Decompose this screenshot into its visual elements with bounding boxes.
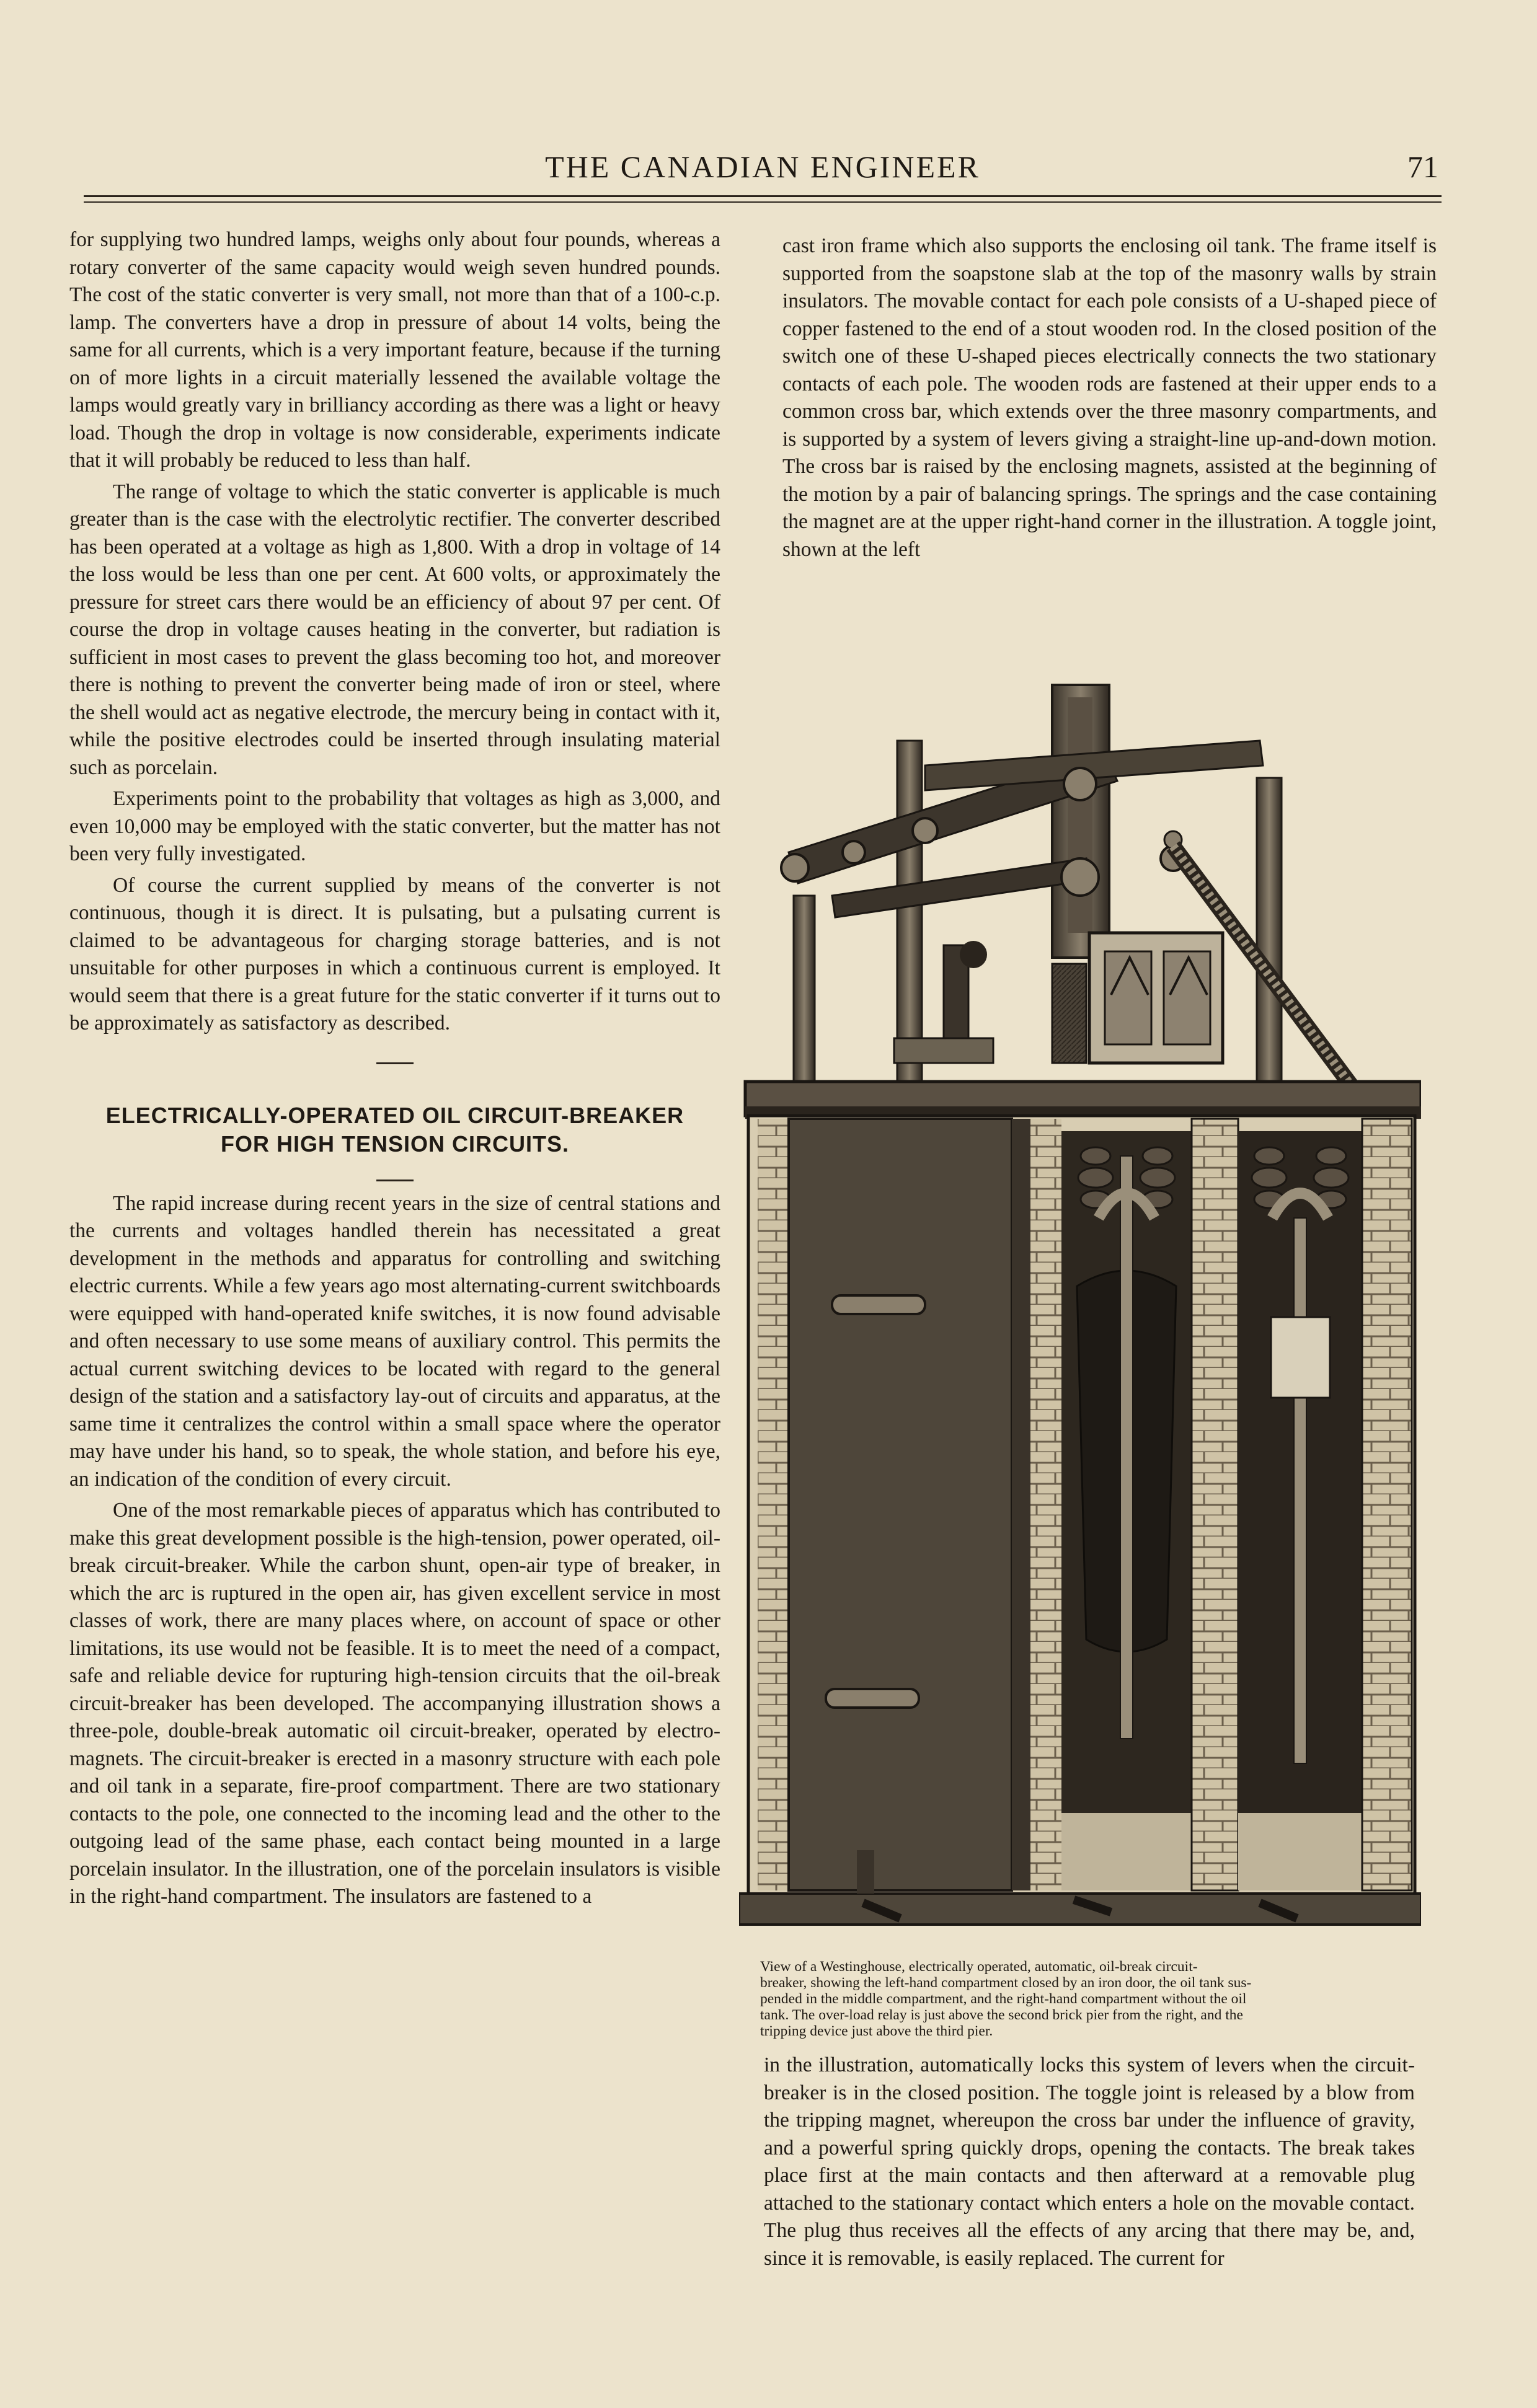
caption-line: tank. The over-load relay is just above the second brick pier from the right, and the	[760, 2007, 1243, 2023]
caption-line: pended in the middle compartment, and the right-hand compartment without the oil	[760, 1991, 1247, 2007]
left-column	[69, 226, 720, 1911]
door-handle	[826, 1689, 919, 1708]
paragraph: The range of voltage to which the static converter is applicable is much greater than is the case with the electrolytic rectifier. The converter described has been operated at a voltage as high as 1,800. With a drop in voltage of 14 the loss would be less than one per cent. At 600 volts, or approximately the pressure for street cars there would be an efficiency of about 97 per cent. Of course the drop in voltage causes heating in the converter, but radiation is sufficient in most cases to prevent the glass becoming too hot, and moreover there is nothing to prevent the converter being made of iron or steel, where the shell would act as negative electrode, the mercury being in contact with it, while the positive electrodes could be inserted through insulating material such as porcelain.	[69, 480, 720, 779]
section-separator-rule	[376, 1062, 414, 1064]
header-rule	[84, 195, 1442, 197]
paragraph: in the illustration, automatically locks this system of levers when the circuit-breaker is in the closed position. The toggle joint is released by a blow from the tripping magnet, whereupon the cross bar under the influence of gravity, and a powerful spring quickly drops, opening the contacts. The break takes place first at the main contacts and then afterward at a removable plug attached to the stationary contact which enters a hole on the movable contact. The plug thus receives all the effects of any arcing that there may be, and, since it is removable, is easily replaced. The current for	[764, 2053, 1415, 2270]
article-heading-line: FOR HIGH TENSION CIRCUITS.	[220, 1131, 569, 1157]
page-number: 71	[1407, 149, 1438, 184]
paragraph: for supplying two hundred lamps, weighs only about four pounds, whereas a rotary converter of the same capacity would weigh seven hundred pounds. The cost of the static converter is very small, not more than that of a 100-c.p. lamp. The converters have a drop in pressure of about 14 volts, being the same for all currents, which is a very important feature, because if the turning on of more lights in a circuit materially lessened the available voltage the lamps would greatly vary in brilliancy according as there was a light or heavy load. Though the drop in voltage is now considerable, experiments indicate that it will probably be reduced to less than half.	[69, 228, 720, 472]
door-handle	[832, 1295, 925, 1314]
paragraph: The rapid increase during recent years in the size of central stations and the currents and voltages handled therein has necessitated a great development in the methods and apparatus for controlling and switching electric currents. While a few years ago most alternating-current switchboards were equipped with hand-operated knife switches, it is now found advisable and often necessary to use some means of auxiliary control. This permits the actual current switching devices to be located with regard to the general design of the station and a satisfactory lay-out of circuits and apparatus, at the same time it centralizes the control within a small space where the operator may have under his hand, so to speak, the whole station, and before his eye, an indication of the condition of every circuit.	[69, 1191, 720, 1491]
caption-line: breaker, showing the left-hand compartment closed by an iron door, the oil tank sus-	[760, 1975, 1252, 1991]
paragraph: One of the most remarkable pieces of apparatus which has contributed to make this great development possible is the high-tension, power operated, oil-break circuit-breaker. While the carbon shunt, open-air type of breaker, in which the arc is ruptured in the open air, has given excellent service in most classes of work, there are many places where, on account of space or other limitations, its use would not be feasible. It is to meet the need of a compact, safe and reliable device for rupturing high-tension circuits that the oil-break circuit-breaker has been developed. The accompanying illustration shows a three-pole, double-break automatic oil circuit-breaker, operated by electro-magnets. The circuit-breaker is erected in a masonry structure with each pole and oil tank in a separate, fire-proof compartment. There are two stationary contacts to the pole, one connected to the incoming lead and the other to the outgoing lead of the same phase, each contact being mounted in a large porcelain insulator. In the illustration, one of the porcelain insulators is visible in the right-hand compartment. The insulators are fastened to a	[69, 1499, 720, 1908]
paragraph: cast iron frame which also supports the enclosing oil tank. The frame itself is supported from the soapstone slab at the top of the masonry walls by strain insulators. The movable contact for each pole consists of a U-shaped piece of copper fastened to the end of a stout wooden rod. In the closed position of the switch one of these U-shaped pieces electrically connects the two stationary contacts of each pole. The wooden rods are fastened at their upper ends to a common cross bar, which extends over the three masonry compartments, and is supported by a system of levers giving a straight-line up-and-down motion. The cross bar is raised by the enclosing magnets, assisted at the beginning of the motion by a pair of balancing springs. The springs and the case containing the magnet are at the upper right-hand corner in the illustration. A toggle joint, shown at the left	[782, 234, 1437, 561]
heading-rule	[376, 1180, 414, 1181]
caption-line: tripping device just above the third pier.	[760, 2023, 993, 2039]
paragraph: Of course the current supplied by means of the converter is not continuous, though it is direct. It is pulsating, but a pulsating current is claimed to be advantageous for charging storage batteries, and is not unsuitable for other purposes in which a continuous current is employed. It would seem that there is a great future for the static converter if it turns out to be approximately as satisfactory as described.	[69, 873, 720, 1034]
iron-door	[789, 1119, 1012, 1890]
article-heading-line: ELECTRICALLY-OPERATED OIL CIRCUIT-BREAKER	[105, 1102, 684, 1128]
paragraph: Experiments point to the probability that voltages as high as 3,000, and even 10,000 may be employed with the static converter, but the matter has not been very fully investigated.	[69, 787, 720, 865]
header-rule-thin	[84, 201, 1442, 203]
article-heading	[69, 1101, 720, 1158]
masonry-structure	[739, 1116, 1421, 1925]
caption-line: View of a Westinghouse, electrically operated, automatic, oil-break circuit-	[760, 1959, 1198, 1975]
right-column-top	[782, 232, 1437, 563]
lever-mechanism	[781, 685, 1353, 1119]
running-title: THE CANADIAN ENGINEER	[545, 149, 980, 184]
right-column-bottom	[764, 2052, 1415, 2272]
circuit-breaker-illustration	[739, 673, 1421, 1937]
figure-caption	[760, 1959, 1430, 2039]
